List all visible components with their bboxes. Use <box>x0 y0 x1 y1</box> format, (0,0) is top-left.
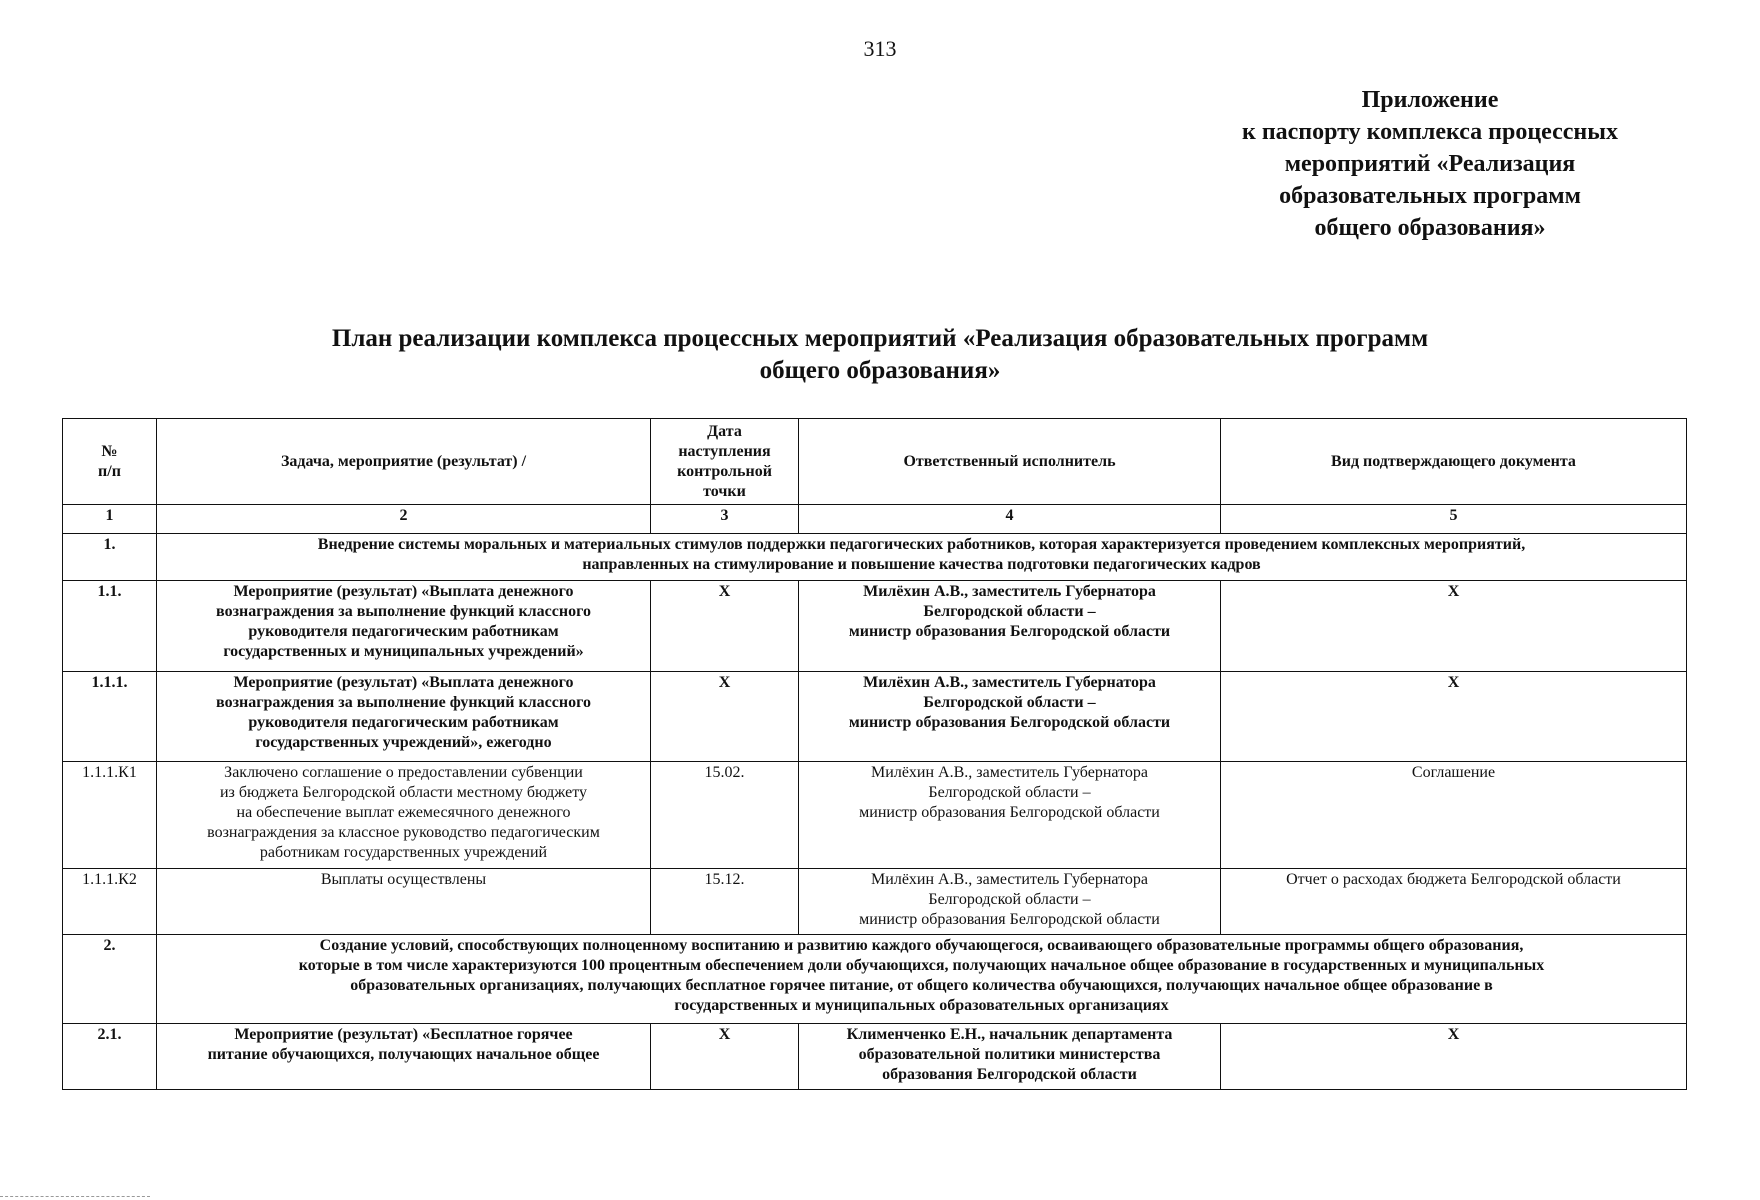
section-line: направленных на стимулирование и повышение качества подготовки педагогических кадров <box>582 556 1261 573</box>
plan-title <box>0 323 1760 387</box>
row-task <box>157 672 651 762</box>
section-line: образовательных организациях, получающих бесплатное горячее питание, от общего количества обучающихся, получающих начальное общее образование в <box>350 977 1493 994</box>
appendix-line: образовательных программ <box>1279 183 1581 209</box>
responsible-line: образования Белгородской области <box>882 1066 1137 1083</box>
header-date-line: точки <box>703 482 746 500</box>
row-responsible <box>799 672 1221 762</box>
task-line: Выплаты осуществлены <box>320 871 487 888</box>
task-line: работникам государственных учреждений <box>259 844 548 861</box>
row-document: Х <box>1221 672 1687 762</box>
row-responsible <box>799 1024 1221 1090</box>
table-row <box>63 581 1687 672</box>
plan-title-line: общего образования» <box>759 357 1001 384</box>
row-document: Соглашение <box>1221 762 1687 869</box>
row-responsible <box>799 581 1221 672</box>
task-line: Заключено соглашение о предоставлении субвенции <box>224 764 583 781</box>
task-line: государственных и муниципальных учреждений» <box>223 643 584 660</box>
responsible-line: Клименченко Е.Н., начальник департамента <box>846 1026 1173 1043</box>
responsible-line: Милёхин А.В., заместитель Губернатора <box>871 871 1148 888</box>
task-line: питание обучающихся, получающих начальное общее <box>207 1046 600 1063</box>
column-number: 2 <box>157 505 651 534</box>
row-document: Х <box>1221 1024 1687 1090</box>
row-task <box>157 1024 651 1090</box>
table-row <box>63 762 1687 869</box>
task-line: государственных учреждений», ежегодно <box>255 734 552 751</box>
task-line: из бюджета Белгородской области местному бюджету <box>219 784 587 801</box>
table-row <box>63 672 1687 762</box>
task-line: руководителя педагогическим работникам <box>248 623 559 640</box>
section-line: государственных и муниципальных образовательных организациях <box>674 997 1169 1014</box>
row-num: 2. <box>63 935 157 1024</box>
task-line: Мероприятие (результат) «Выплата денежного <box>233 674 574 691</box>
row-date: Х <box>651 672 799 762</box>
row-responsible <box>799 762 1221 869</box>
section-text <box>157 534 1687 581</box>
header-date <box>651 419 799 505</box>
task-line: вознаграждения за выполнение функций классного <box>216 603 591 620</box>
row-task <box>157 869 651 935</box>
task-line: руководителя педагогическим работникам <box>248 714 559 731</box>
row-task <box>157 581 651 672</box>
table-row <box>63 935 1687 1024</box>
header-num-line: № <box>101 442 118 460</box>
header-date-line: контрольной <box>677 462 772 480</box>
table-row <box>63 869 1687 935</box>
column-number: 1 <box>63 505 157 534</box>
header-num-line: п/п <box>98 462 121 480</box>
responsible-line: Белгородской области – <box>928 891 1091 908</box>
task-line: вознаграждения за выполнение функций классного <box>216 694 591 711</box>
appendix-line: к паспорту комплекса процессных <box>1242 119 1618 145</box>
task-line: на обеспечение выплат ежемесячного денежного <box>236 804 571 821</box>
row-num: 2.1. <box>63 1024 157 1090</box>
plan-title-line: План реализации комплекса процессных мероприятий «Реализация образовательных программ <box>331 325 1429 352</box>
responsible-line: образовательной политики министерства <box>858 1046 1161 1063</box>
task-line: вознаграждения за классное руководство педагогическим <box>207 824 600 841</box>
column-number: 3 <box>651 505 799 534</box>
column-number: 5 <box>1221 505 1687 534</box>
header-document: Вид подтверждающего документа <box>1221 419 1687 505</box>
header-num <box>63 419 157 505</box>
row-document: Х <box>1221 581 1687 672</box>
header-task: Задача, мероприятие (результат) / <box>157 419 651 505</box>
row-task <box>157 762 651 869</box>
section-line: которые в том числе характеризуются 100 процентным обеспечением доли обучающихся, получающих начальное общее образование в государственных и муниципальных <box>298 957 1545 974</box>
responsible-line: Белгородской области – <box>923 603 1096 620</box>
responsible-line: министр образования Белгородской области <box>859 804 1160 821</box>
table-row <box>63 1024 1687 1090</box>
row-num: 1.1.1.К1 <box>63 762 157 869</box>
row-date: Х <box>651 581 799 672</box>
appendix-line: Приложение <box>1361 87 1499 113</box>
table-row <box>63 534 1687 581</box>
row-date: Х <box>651 1024 799 1090</box>
task-line: Мероприятие (результат) «Выплата денежного <box>233 583 574 600</box>
header-date-line: Дата <box>707 422 742 440</box>
responsible-line: министр образования Белгородской области <box>848 623 1171 640</box>
responsible-line: министр образования Белгородской области <box>848 714 1171 731</box>
appendix-line: общего образования» <box>1314 215 1546 241</box>
section-text <box>157 935 1687 1024</box>
responsible-line: министр образования Белгородской области <box>859 911 1160 928</box>
appendix-heading <box>1210 84 1650 244</box>
row-date: 15.12. <box>651 869 799 935</box>
header-date-line: наступления <box>678 442 771 460</box>
row-date: 15.02. <box>651 762 799 869</box>
row-num: 1. <box>63 534 157 581</box>
appendix-line: мероприятий «Реализация <box>1284 151 1576 177</box>
responsible-line: Милёхин А.В., заместитель Губернатора <box>863 674 1156 691</box>
responsible-line: Белгородской области – <box>928 784 1091 801</box>
page-number: 313 <box>863 36 897 61</box>
row-num: 1.1.1.К2 <box>63 869 157 935</box>
header-responsible: Ответственный исполнитель <box>799 419 1221 505</box>
row-num: 1.1. <box>63 581 157 672</box>
responsible-line: Белгородской области – <box>923 694 1096 711</box>
responsible-line: Милёхин А.В., заместитель Губернатора <box>871 764 1148 781</box>
column-number-row <box>63 505 1687 534</box>
table-header-row <box>63 419 1687 505</box>
responsible-line: Милёхин А.В., заместитель Губернатора <box>863 583 1156 600</box>
section-line: Создание условий, способствующих полноценному воспитанию и развитию каждого обучающегося, осваивающего образовательные программы общего образования, <box>319 937 1524 954</box>
footer-divider <box>0 1196 150 1197</box>
section-line: Внедрение системы моральных и материальных стимулов поддержки педагогических работников, которая характеризуется проведением комплексных мероприятий, <box>317 536 1526 553</box>
plan-table <box>62 418 1687 1090</box>
task-line: Мероприятие (результат) «Бесплатное горячее <box>234 1026 573 1043</box>
column-number: 4 <box>799 505 1221 534</box>
row-responsible <box>799 869 1221 935</box>
row-document: Отчет о расходах бюджета Белгородской области <box>1221 869 1687 935</box>
row-num: 1.1.1. <box>63 672 157 762</box>
